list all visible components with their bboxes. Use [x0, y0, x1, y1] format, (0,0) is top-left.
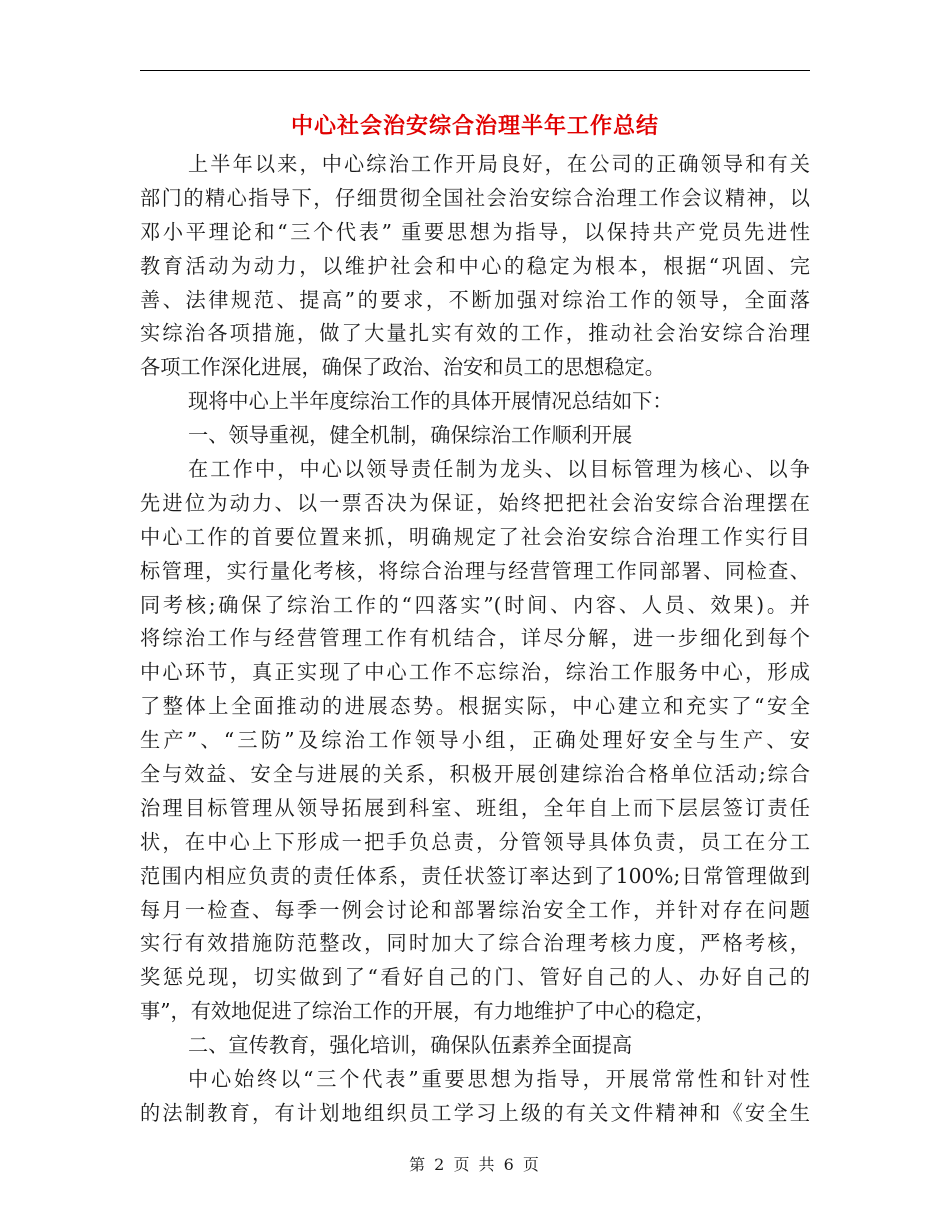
paragraph-line: 中心环节，真正实现了中心工作不忘综治，综治工作服务中心，形成: [140, 660, 810, 685]
paragraph-line: 先进位为动力、以一票否决为保证，始终把把社会治安综合治理摆在: [140, 490, 810, 515]
paragraph-line: 现将中心上半年度综治工作的具体开展情况总结如下：: [188, 389, 673, 414]
paragraph-line: 状，在中心上下形成一把手负总责，分管领导具体负责，员工在分工: [140, 829, 810, 854]
paragraph-line: 实综治各项措施，做了大量扎实有效的工作，推动社会治安综合治理: [140, 321, 810, 346]
paragraph-line: 实行有效措施防范整改，同时加大了综合治理考核力度，严格考核，: [140, 931, 810, 956]
page-footer: 第 2 页 共 6 页: [409, 1155, 541, 1174]
paragraph-line: 善、法律规范、提高”的要求，不断加强对综治工作的领导，全面落: [140, 287, 810, 312]
paragraph-line: 奖惩兑现，切实做到了“看好自己的门、管好自己的人、办好自己的: [140, 965, 810, 990]
paragraph-line: 生产”、“三防”及综治工作领导小组，正确处理好安全与生产、安: [140, 728, 810, 753]
document-body: [140, 148, 810, 1131]
paragraph-line: 将综治工作与经营管理工作有机结合，详尽分解，进一步细化到每个: [140, 626, 810, 651]
paragraph-line: 在工作中，中心以领导责任制为龙头、以目标管理为核心、以争: [188, 457, 810, 482]
document-title: 中心社会治安综合治理半年工作总结: [290, 113, 659, 139]
paragraph-line: 中心工作的首要位置来抓，明确规定了社会治安综合治理工作实行目: [140, 524, 810, 549]
paragraph-line: 教育活动为动力，以维护社会和中心的稳定为根本，根据“巩固、完: [140, 253, 810, 278]
paragraph-line: 范围内相应负责的责任体系，责任状签订率达到了100%;日常管理做到: [140, 863, 810, 888]
paragraph-line: 部门的精心指导下，仔细贯彻全国社会治安综合治理工作会议精神，以: [140, 185, 810, 210]
paragraph-line: 了整体上全面推动的进展态势。根据实际，中心建立和充实了“安全: [140, 694, 810, 719]
paragraph-line: 标管理，实行量化考核，将综合治理与经营管理工作同部署、同检查、: [140, 558, 810, 583]
paragraph-line: 各项工作深化进展，确保了政治、治安和员工的思想稳定。: [140, 355, 665, 380]
paragraph-line: 的法制教育，有计划地组织员工学习上级的有关文件精神和《安全生: [140, 1100, 810, 1125]
paragraph-line: 中心始终以“三个代表”重要思想为指导，开展常常性和针对性: [188, 1067, 810, 1092]
paragraph-line: 全与效益、安全与进展的关系，积极开展创建综治合格单位活动;综合: [140, 762, 810, 787]
paragraph-line: 治理目标管理从领导拓展到科室、班组，全年自上而下层层签订责任: [140, 795, 810, 820]
paragraph-line: 邓小平理论和“三个代表” 重要思想为指导，以保持共产党员先进性: [140, 219, 810, 244]
paragraph-line: 每月一检查、每季一例会讨论和部署综治安全工作，并针对存在问题: [140, 897, 810, 922]
paragraph-line: 一、领导重视，健全机制，确保综治工作顺利开展: [188, 423, 633, 448]
header-rule: [140, 70, 810, 71]
paragraph-line: 事”，有效地促进了综治工作的开展，有力地维护了中心的稳定，: [140, 999, 716, 1024]
paragraph-line: 同考核;确保了综治工作的“四落实”(时间、内容、人员、效果)。并: [140, 592, 810, 617]
paragraph-line: 二、宣传教育，强化培训，确保队伍素养全面提高: [188, 1033, 633, 1058]
paragraph-line: 上半年以来，中心综治工作开局良好，在公司的正确领导和有关: [188, 152, 810, 176]
